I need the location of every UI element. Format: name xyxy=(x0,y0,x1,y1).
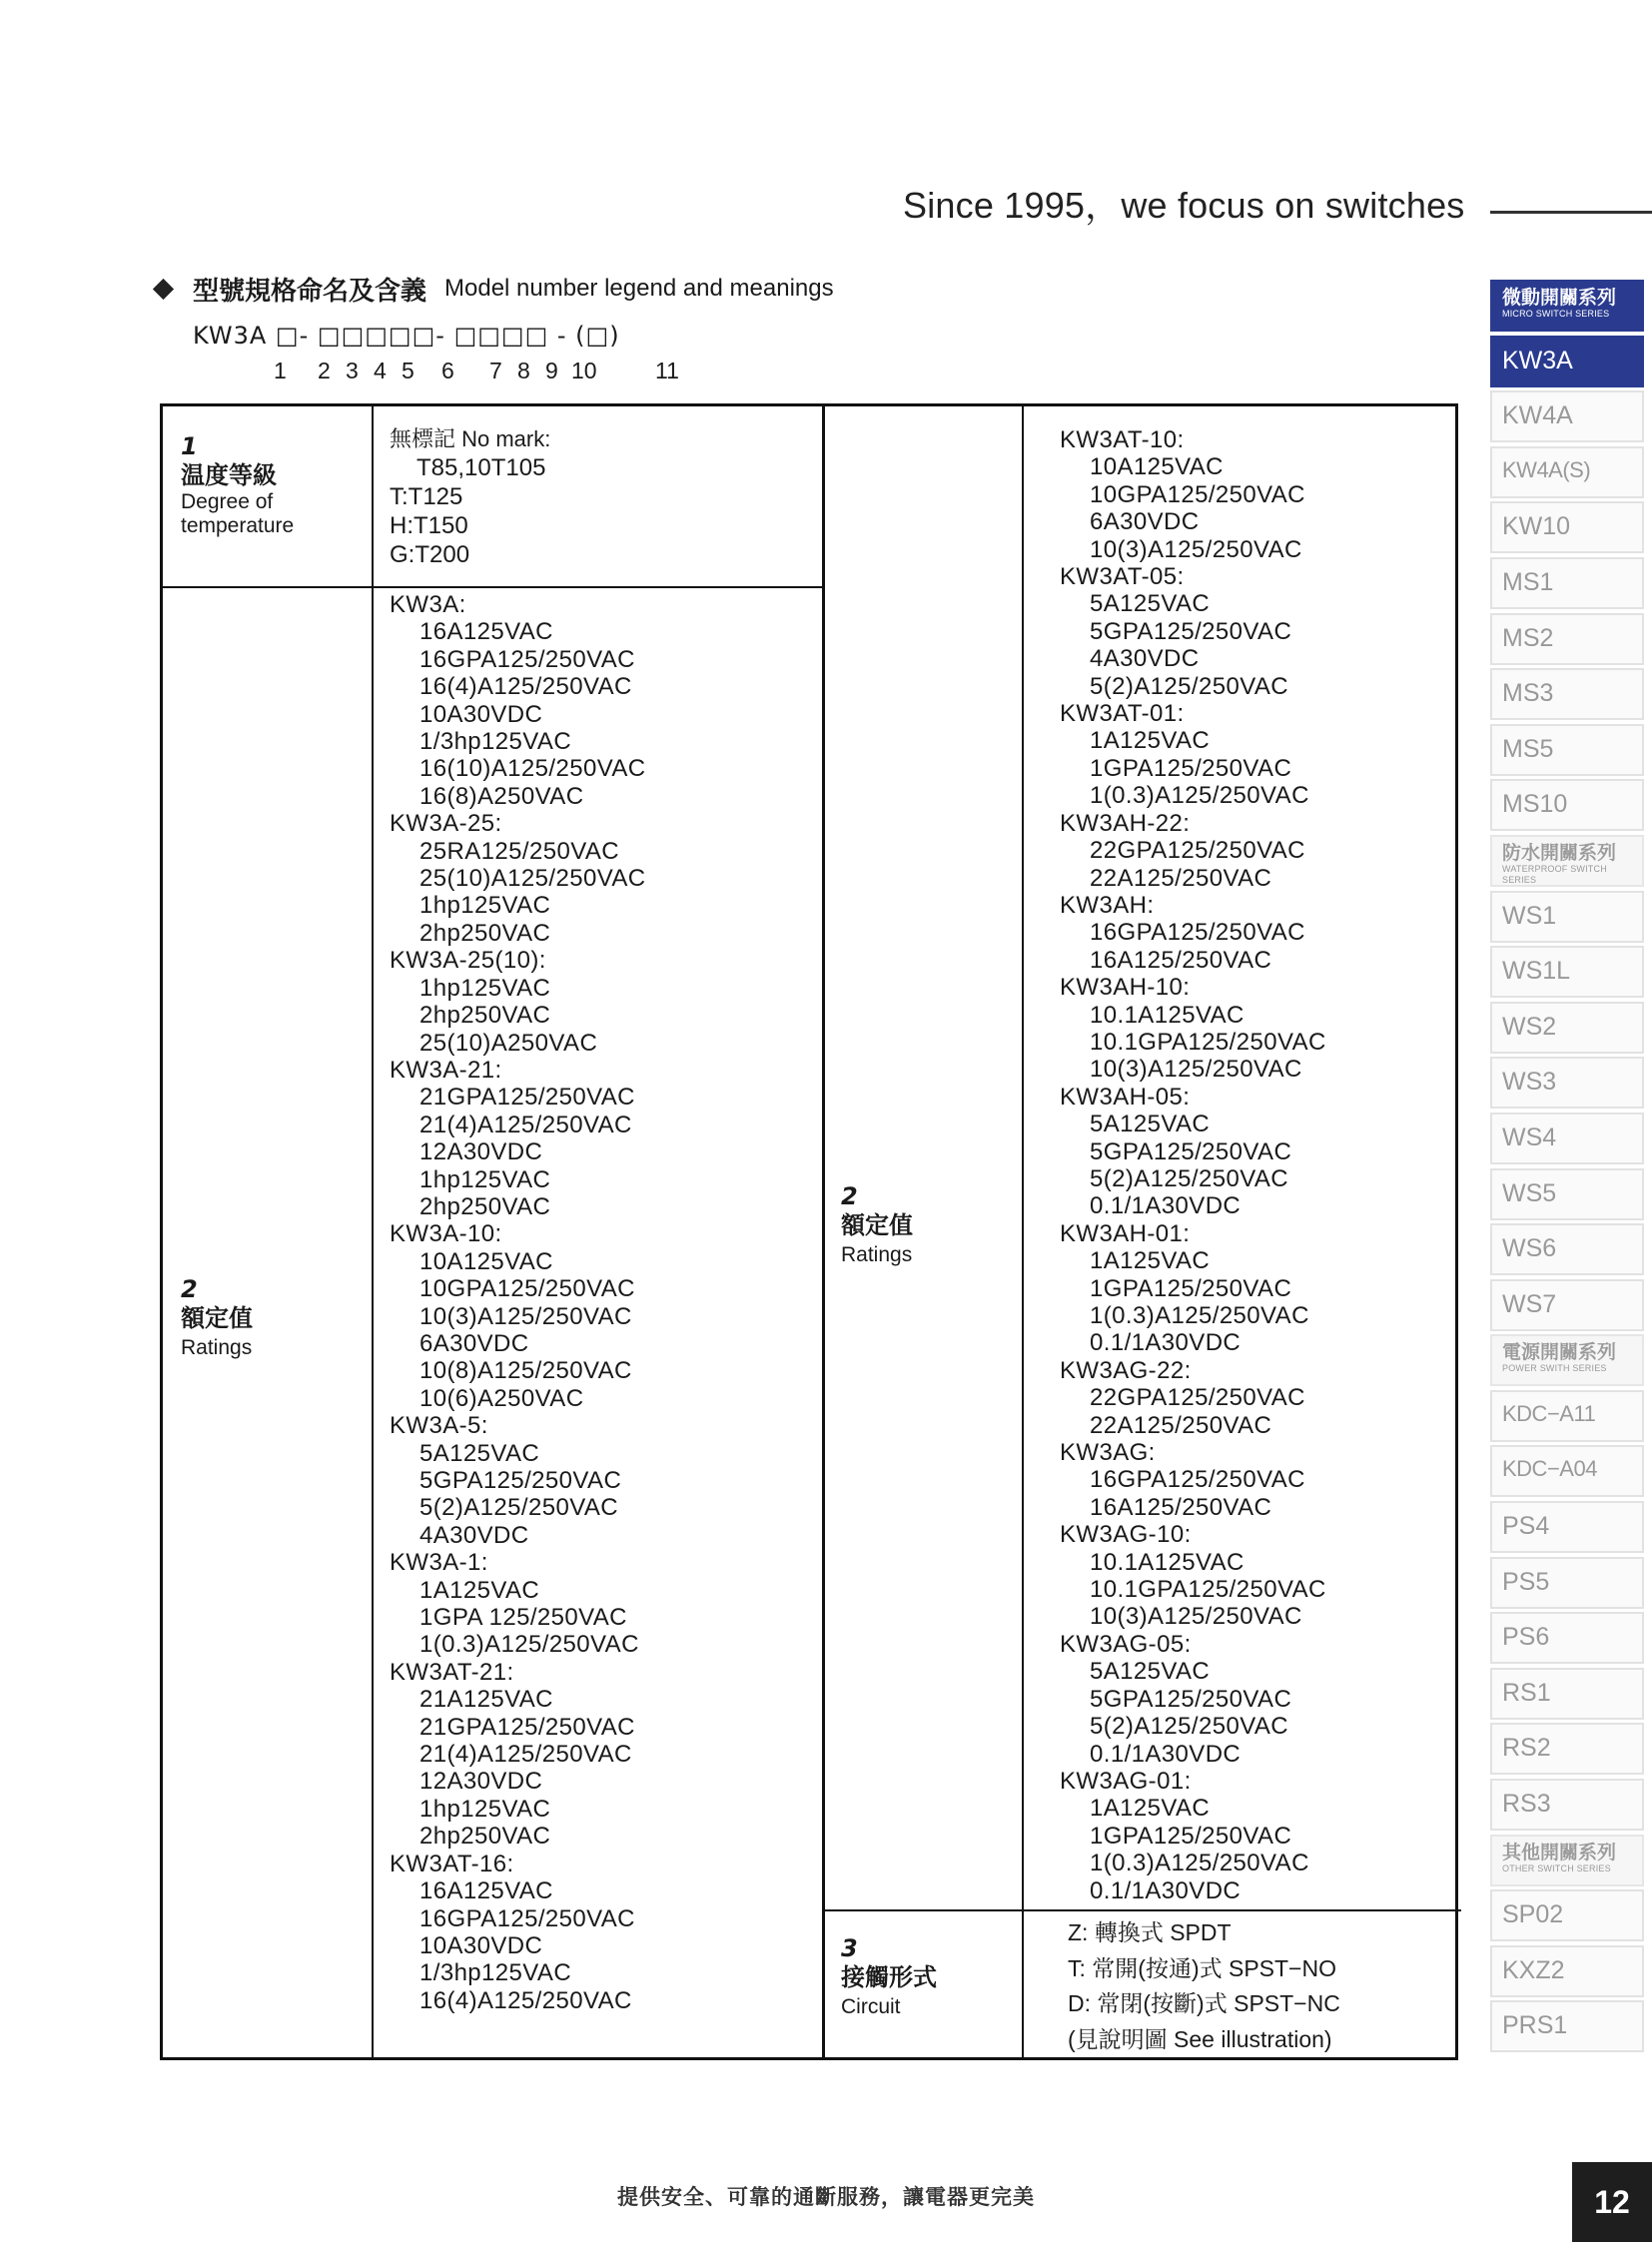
sidebar-item-kdc-a04[interactable]: KDC−A04 xyxy=(1490,1445,1644,1497)
table-divider xyxy=(1022,406,1024,2057)
circuit-option: T: 常開(按通)式 SPST−NO xyxy=(1068,1954,1336,1981)
position-number: 11 xyxy=(655,358,679,383)
rating-value: 1hp125VAC xyxy=(419,892,551,920)
section-title-cn: 型號規格命名及含義 xyxy=(193,275,427,306)
section-title-en: Model number legend and meanings xyxy=(444,275,834,302)
model-name: KW3AH-05: xyxy=(1060,1083,1191,1111)
model-name: KW3A-21: xyxy=(390,1056,502,1084)
rating-value: 22GPA125/250VAC xyxy=(1090,837,1305,865)
sidebar-item-prs1[interactable]: PRS1 xyxy=(1490,2000,1644,2052)
rating-value: 1A125VAC xyxy=(419,1576,540,1604)
model-name: KW3AT-10: xyxy=(1060,426,1185,453)
sidebar-item-ms3[interactable]: MS3 xyxy=(1490,668,1644,720)
rating-value: 16GPA125/250VAC xyxy=(419,645,635,673)
circuit-option: D: 常閉(按斷)式 SPST−NC xyxy=(1068,1990,1340,2016)
sidebar-item-ws7[interactable]: WS7 xyxy=(1490,1279,1644,1331)
sidebar-item-ms2[interactable]: MS2 xyxy=(1490,613,1644,665)
series-group-header: 微動開關系列 MICRO SWITCH SERIES xyxy=(1490,280,1644,332)
rating-value: 22A125/250VAC xyxy=(1090,1411,1272,1439)
rating-value: 1(0.3)A125/250VAC xyxy=(1090,1850,1309,1877)
rating-value: 10.1A125VAC xyxy=(1090,1548,1244,1576)
rating-value: 0.1/1A30VDC xyxy=(1090,1329,1241,1357)
rating-value: 4A30VDC xyxy=(1090,645,1200,673)
rating-value: 10(3)A125/250VAC xyxy=(1090,1056,1302,1084)
rating-value: 25RA125/250VAC xyxy=(419,837,619,865)
rating-value: 16A125VAC xyxy=(419,618,553,646)
diamond-bullet-icon xyxy=(153,278,174,299)
model-name: KW3AH-10: xyxy=(1060,974,1191,1002)
legend-table xyxy=(160,403,1458,2060)
rating-value: 16A125/250VAC xyxy=(1090,1493,1272,1521)
sidebar-item-ms5[interactable]: MS5 xyxy=(1490,724,1644,776)
rating-value: 10.1A125VAC xyxy=(1090,1001,1244,1029)
ratings-label-left: 2 額定值 Ratings xyxy=(181,1275,253,1359)
rating-value: 1A125VAC xyxy=(1090,1247,1211,1275)
rating-value: 5A125VAC xyxy=(1090,590,1211,618)
rating-value: 5A125VAC xyxy=(1090,1658,1211,1686)
circuit-options xyxy=(1068,1915,1340,2057)
footer-slogan: 提供安全、可靠的通斷服務，讓電器更完美 xyxy=(617,2186,1035,2209)
model-name: KW3AG-10: xyxy=(1060,1521,1192,1549)
rating-value: 2hp250VAC xyxy=(419,1823,551,1851)
rating-value: 16GPA125/250VAC xyxy=(1090,919,1305,947)
rating-value: 0.1/1A30VDC xyxy=(1090,1876,1241,1904)
model-name: KW3A-25(10): xyxy=(390,947,546,975)
series-sidebar xyxy=(1490,280,1652,2056)
rating-value: 16GPA125/250VAC xyxy=(419,1904,635,1932)
sidebar-item-ws1[interactable]: WS1 xyxy=(1490,891,1644,943)
model-name: KW3AT-21: xyxy=(390,1658,514,1686)
position-number: 6 xyxy=(441,358,454,383)
tagline-rule xyxy=(1490,211,1652,214)
sidebar-item-ms10[interactable]: MS10 xyxy=(1490,779,1644,831)
circuit-option: Z: 轉換式 SPDT xyxy=(1068,1919,1232,1945)
sidebar-item-rs2[interactable]: RS2 xyxy=(1490,1723,1644,1775)
circuit-label: 3 接觸形式 Circuit xyxy=(841,1934,937,2018)
position-number: 2 xyxy=(318,358,331,383)
model-name: KW3AG-01: xyxy=(1060,1767,1192,1795)
model-name: KW3A-5: xyxy=(390,1412,488,1440)
position-number: 4 xyxy=(374,358,387,383)
position-number: 1 xyxy=(274,358,287,383)
rating-value: 16A125/250VAC xyxy=(1090,946,1272,974)
rating-value: 16(10)A125/250VAC xyxy=(419,755,646,783)
rating-value: 10A125VAC xyxy=(1090,453,1224,481)
position-number: 10 xyxy=(571,358,597,383)
rating-value: 6A30VDC xyxy=(419,1329,529,1357)
position-number: 7 xyxy=(489,358,502,383)
model-name: KW3AT-01: xyxy=(1060,700,1185,728)
rating-value: 5A125VAC xyxy=(419,1439,540,1467)
sidebar-item-ws6[interactable]: WS6 xyxy=(1490,1223,1644,1275)
rating-value: 1(0.3)A125/250VAC xyxy=(1090,1302,1309,1329)
circuit-option: (見說明圖 See illustration) xyxy=(1068,2025,1332,2052)
rating-value: 10(3)A125/250VAC xyxy=(419,1302,632,1330)
rating-value: 5(2)A125/250VAC xyxy=(1090,1713,1289,1741)
rating-value: 5(2)A125/250VAC xyxy=(1090,1164,1289,1192)
ratings-list-left xyxy=(390,591,646,2014)
rating-value: 10.1GPA125/250VAC xyxy=(1090,1576,1326,1604)
rating-value: 6A30VDC xyxy=(1090,508,1200,536)
rating-value: 16GPA125/250VAC xyxy=(1090,1466,1305,1494)
rating-value: 4A30VDC xyxy=(419,1521,529,1549)
series-group-header: 防水開關系列 WATERPROOF SWITCH SERIES xyxy=(1490,835,1644,887)
model-name: KW3A-25: xyxy=(390,810,502,838)
position-number: 8 xyxy=(517,358,530,383)
rating-value: 21(4)A125/250VAC xyxy=(419,1741,632,1769)
section-heading xyxy=(150,272,834,306)
sidebar-item-ms1[interactable]: MS1 xyxy=(1490,557,1644,609)
rating-value: 0.1/1A30VDC xyxy=(1090,1740,1241,1768)
temperature-values: 無標記 No mark: T85,10T105 T:T125 H:T150 G:T200 xyxy=(390,426,551,568)
sidebar-item-ws4[interactable]: WS4 xyxy=(1490,1113,1644,1164)
rating-value: 5(2)A125/250VAC xyxy=(1090,672,1289,700)
rating-value: 1GPA125/250VAC xyxy=(1090,1274,1292,1302)
rating-value: 1hp125VAC xyxy=(419,1165,551,1193)
sidebar-item-rs3[interactable]: RS3 xyxy=(1490,1779,1644,1831)
tagline: Since 1995，we focus on switches xyxy=(903,185,1465,226)
sidebar-item-ps5[interactable]: PS5 xyxy=(1490,1557,1644,1609)
rating-value: 12A30VDC xyxy=(419,1138,543,1166)
rating-value: 1(0.3)A125/250VAC xyxy=(1090,782,1309,810)
rating-value: 2hp250VAC xyxy=(419,1002,551,1030)
model-name: KW3A-1: xyxy=(390,1549,488,1577)
rating-value: 10A30VDC xyxy=(419,700,543,728)
rating-value: 1GPA 125/250VAC xyxy=(419,1604,627,1632)
rating-value: 5GPA125/250VAC xyxy=(1090,1137,1292,1165)
page-number: 12 xyxy=(1572,2162,1652,2242)
rating-value: 2hp250VAC xyxy=(419,919,551,947)
model-name: KW3AT-16: xyxy=(390,1850,514,1877)
rating-value: 10GPA125/250VAC xyxy=(419,1275,635,1303)
series-group-header: 電源開關系列 POWER SWITH SERIES xyxy=(1490,1334,1644,1386)
rating-value: 5GPA125/250VAC xyxy=(1090,1685,1292,1713)
rating-value: 21A125VAC xyxy=(419,1686,553,1714)
rating-value: 1A125VAC xyxy=(1090,727,1211,755)
rating-value: 5GPA125/250VAC xyxy=(419,1467,622,1494)
rating-value: 1(0.3)A125/250VAC xyxy=(419,1631,639,1659)
sidebar-item-sp02[interactable]: SP02 xyxy=(1490,1889,1644,1941)
rating-value: 1A125VAC xyxy=(1090,1795,1211,1823)
ratings-label-right: 2 額定值 Ratings xyxy=(841,1182,913,1266)
table-divider xyxy=(163,586,822,588)
model-name: KW3AH-22: xyxy=(1060,809,1191,837)
position-number: 9 xyxy=(545,358,558,383)
position-number: 3 xyxy=(346,358,359,383)
rating-value: 21GPA125/250VAC xyxy=(419,1084,635,1112)
rating-value: 21(4)A125/250VAC xyxy=(419,1111,632,1138)
rating-value: 10(3)A125/250VAC xyxy=(1090,1603,1302,1631)
rating-value: 25(10)A125/250VAC xyxy=(419,865,646,893)
rating-value: 10A125VAC xyxy=(419,1247,553,1275)
position-number: 5 xyxy=(402,358,414,383)
rating-value: 5A125VAC xyxy=(1090,1111,1211,1138)
rating-value: 25(10)A250VAC xyxy=(419,1029,598,1057)
sidebar-item-kw4a-s-[interactable]: KW4A(S) xyxy=(1490,446,1644,498)
rating-value: 10.1GPA125/250VAC xyxy=(1090,1028,1326,1056)
sidebar-item-kxz2[interactable]: KXZ2 xyxy=(1490,1945,1644,1997)
sidebar-item-rs1[interactable]: RS1 xyxy=(1490,1668,1644,1720)
sidebar-item-ws2[interactable]: WS2 xyxy=(1490,1002,1644,1054)
sidebar-item-kdc-a11[interactable]: KDC−A11 xyxy=(1490,1390,1644,1442)
rating-value: 10(3)A125/250VAC xyxy=(1090,535,1302,563)
model-name: KW3A: xyxy=(390,591,466,618)
rating-value: 10(6)A250VAC xyxy=(419,1384,584,1412)
temperature-label: 1 温度等級 Degree of temperature xyxy=(181,432,295,537)
model-name: KW3A-10: xyxy=(390,1220,502,1248)
model-name: KW3AH-01: xyxy=(1060,1219,1191,1247)
sidebar-item-ws3[interactable]: WS3 xyxy=(1490,1057,1644,1109)
rating-value: 10GPA125/250VAC xyxy=(1090,480,1305,508)
series-group-header: 其他開關系列 OTHER SWITCH SERIES xyxy=(1490,1835,1644,1886)
rating-value: 1/3hp125VAC xyxy=(419,728,572,756)
model-name: KW3AT-05: xyxy=(1060,563,1185,591)
rating-value: 16A125VAC xyxy=(419,1877,553,1905)
table-divider xyxy=(372,406,374,2057)
table-divider xyxy=(822,1909,1461,1911)
rating-value: 10(8)A125/250VAC xyxy=(419,1357,632,1385)
sidebar-item-ps6[interactable]: PS6 xyxy=(1490,1612,1644,1664)
ratings-list-right xyxy=(1060,426,1326,1904)
table-divider xyxy=(822,406,825,2057)
rating-value: 21GPA125/250VAC xyxy=(419,1713,635,1741)
sidebar-item-ws1l[interactable]: WS1L xyxy=(1490,946,1644,998)
rating-value: 2hp250VAC xyxy=(419,1192,551,1220)
rating-value: 1GPA125/250VAC xyxy=(1090,754,1292,782)
rating-value: 1hp125VAC xyxy=(419,1795,551,1823)
rating-value: 5(2)A125/250VAC xyxy=(419,1494,619,1522)
rating-value: 1/3hp125VAC xyxy=(419,1959,572,1987)
rating-value: 10A30VDC xyxy=(419,1931,543,1959)
rating-value: 16(8)A250VAC xyxy=(419,782,584,810)
sidebar-item-kw4a[interactable]: KW4A xyxy=(1490,390,1644,442)
rating-value: 0.1/1A30VDC xyxy=(1090,1192,1241,1220)
rating-value: 16(4)A125/250VAC xyxy=(419,673,632,701)
model-name: KW3AG: xyxy=(1060,1439,1156,1467)
model-name: KW3AG-22: xyxy=(1060,1356,1192,1384)
model-code-pattern: KW3A □- □□□□□- □□□□ - (□) xyxy=(193,322,620,350)
rating-value: 22GPA125/250VAC xyxy=(1090,1384,1305,1412)
rating-value: 5GPA125/250VAC xyxy=(1090,617,1292,645)
rating-value: 12A30VDC xyxy=(419,1768,543,1796)
model-name: KW3AG-05: xyxy=(1060,1630,1192,1658)
no-mark-label: 無標記 No mark: xyxy=(390,426,551,451)
sidebar-item-kw10[interactable]: KW10 xyxy=(1490,501,1644,553)
sidebar-item-ps4[interactable]: PS4 xyxy=(1490,1501,1644,1553)
rating-value: 16(4)A125/250VAC xyxy=(419,1986,632,2014)
model-name: KW3AH: xyxy=(1060,891,1155,919)
rating-value: 1hp125VAC xyxy=(419,974,551,1002)
sidebar-item-kw3a[interactable]: KW3A xyxy=(1490,336,1644,387)
rating-value: 1GPA125/250VAC xyxy=(1090,1822,1292,1850)
rating-value: 22A125/250VAC xyxy=(1090,864,1272,892)
sidebar-item-ws5[interactable]: WS5 xyxy=(1490,1168,1644,1220)
